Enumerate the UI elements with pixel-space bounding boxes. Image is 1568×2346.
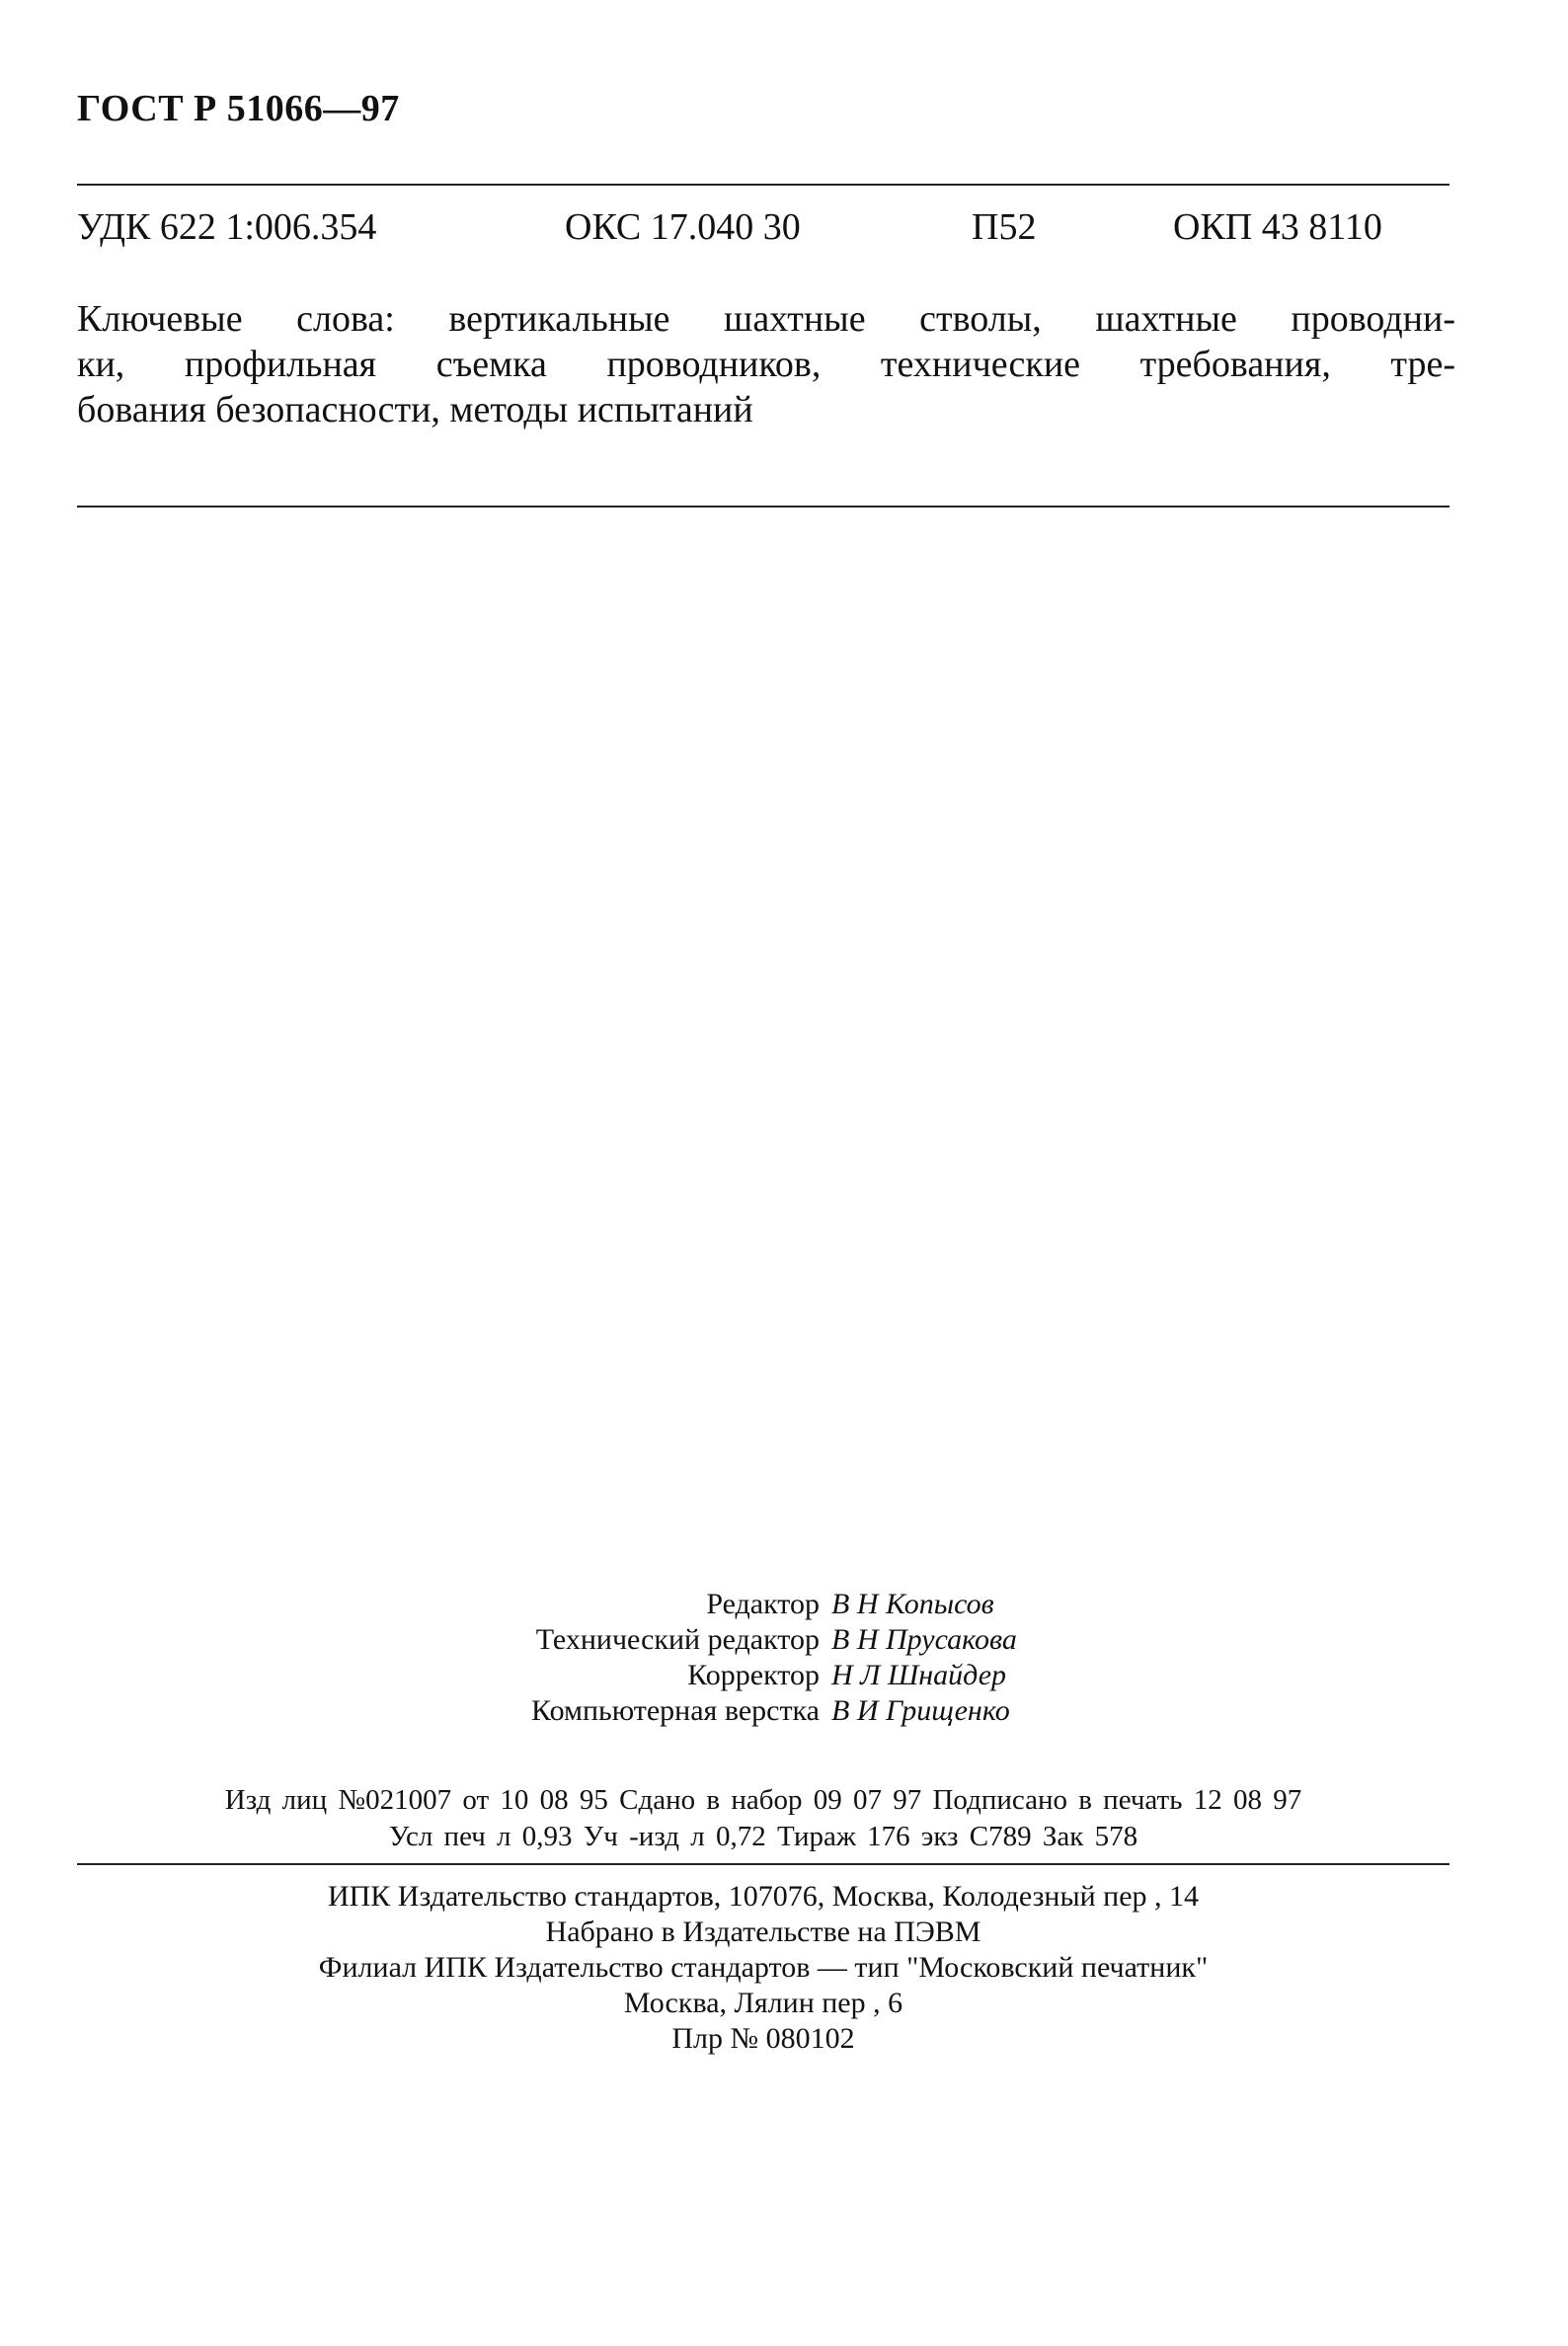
credit-name: В Н Прусакова xyxy=(831,1623,1017,1656)
keywords-line-2: ки, профильная съемка проводников, технические требования, тре- xyxy=(77,344,1455,385)
credit-technical-editor xyxy=(0,1622,1568,1658)
keywords-block xyxy=(77,296,1455,432)
imprint-line-2: Набрано в Издательстве на ПЭВМ xyxy=(545,1916,981,1948)
okp-code: ОКП 43 8110 xyxy=(1173,206,1382,248)
credit-name: В И Грищенко xyxy=(831,1694,1010,1727)
publication-info-line-1: Изд лиц №021007 от 10 08 95 Сдано в набор 09 07 97 Подписано в печать 12 08 97 xyxy=(224,1784,1302,1816)
oks-code: ОКС 17.040 30 xyxy=(565,206,801,248)
credit-layout xyxy=(0,1693,1568,1729)
credits-block xyxy=(0,1587,1568,1729)
credit-role: Технический редактор xyxy=(535,1623,820,1656)
credit-proofreader xyxy=(0,1658,1568,1693)
keywords-divider xyxy=(77,506,1450,508)
imprint-line-3: Филиал ИПК Издательство стандартов — тип "Московский печатник" xyxy=(318,1951,1209,1984)
keywords-line-1: Ключевые слова: вертикальные шахтные стволы, шахтные проводни- xyxy=(77,298,1455,340)
imprint-line-4: Москва, Лялин пер , 6 xyxy=(623,1987,903,2019)
top-divider xyxy=(77,184,1450,186)
credit-name: Н Л Шнайдер xyxy=(831,1659,1007,1691)
credit-role: Корректор xyxy=(687,1659,820,1691)
credit-editor xyxy=(0,1587,1568,1622)
publication-info-line-2: Усл печ л 0,93 Уч -изд л 0,72 Тираж 176 экз С789 Зак 578 xyxy=(388,1821,1138,1852)
credit-role: Редактор xyxy=(706,1588,820,1620)
imprint-block xyxy=(77,1879,1450,2057)
credit-role: Компьютерная верстка xyxy=(531,1694,820,1727)
standard-code: ГОСТ Р 51066—97 xyxy=(77,88,400,129)
credit-name: В Н Копысов xyxy=(831,1588,994,1620)
imprint-line-5: Плр № 080102 xyxy=(671,2022,855,2055)
udk-code: УДК 622 1:006.354 xyxy=(77,206,377,248)
keywords-line-3: бования безопасности, методы испытаний xyxy=(77,389,753,430)
classification-row xyxy=(77,205,1450,255)
group-code: П52 xyxy=(972,206,1037,248)
imprint-divider xyxy=(77,1863,1450,1865)
imprint-line-1: ИПК Издательство стандартов, 107076, Москва, Колодезный пер , 14 xyxy=(327,1880,1200,1913)
publication-info xyxy=(77,1782,1450,1855)
